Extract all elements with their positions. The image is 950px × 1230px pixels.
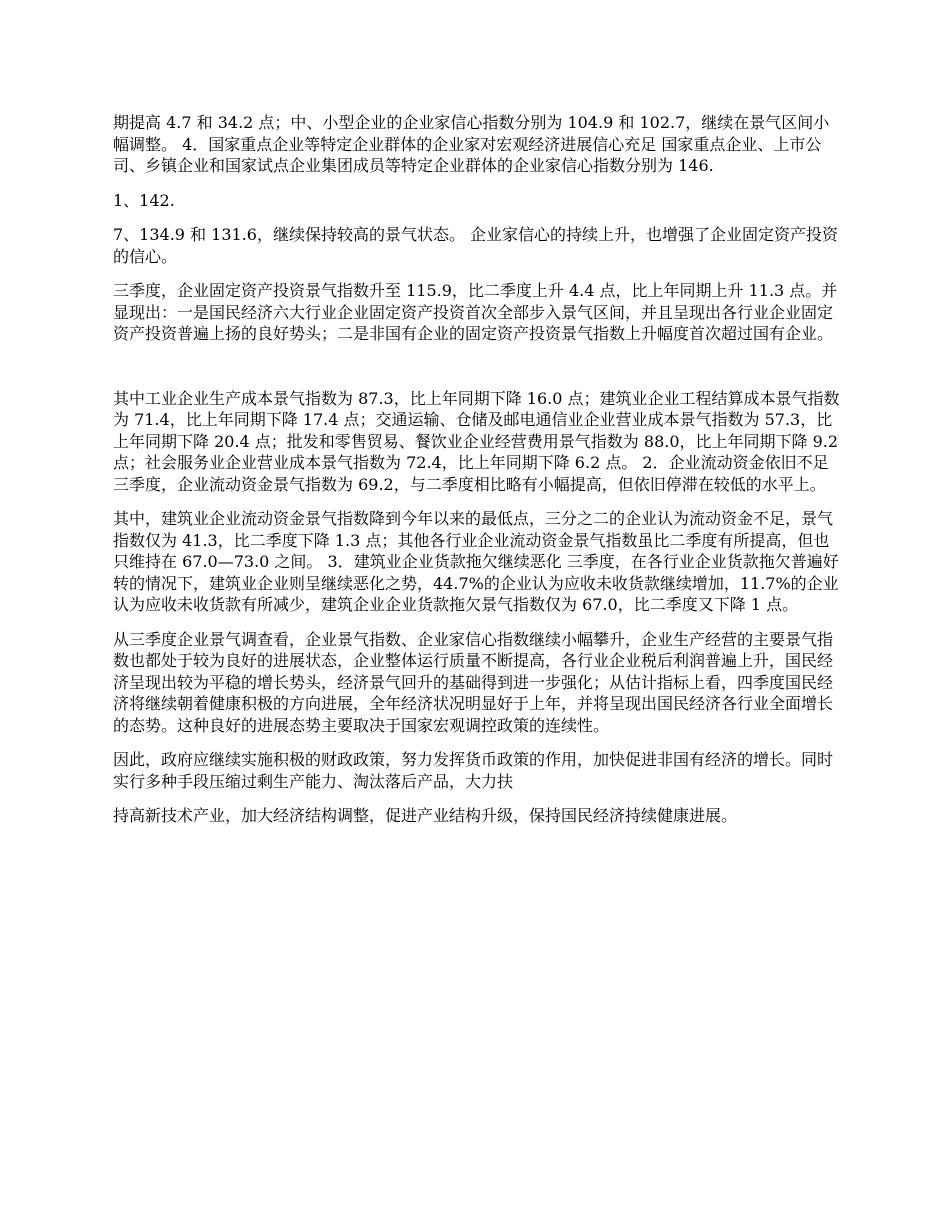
paragraph: 三季度，企业固定资产投资景气指数升至 115.9，比二季度上升 4.4 点，比上年同期上升 11.3 点。并显现出：一是国民经济六大行业企业固定资产投资首次全部步入景气区间，并且呈现出各行业企业固定资产投资普遍上扬的良好势头；二是非国有企业的固定资产投资景气指数上升幅度首次超过国有企业。 [113,281,838,343]
document-body [113,112,843,840]
paragraph: 1、142. [113,190,175,210]
paragraph: 其中，建筑业企业流动资金景气指数降到今年以来的最低点，三分之二的企业认为流动资金不足，景气指数仅为 41.3，比二季度下降 1.3 点；其他各行业企业流动资金景气指数虽比二季度有所提高，但也只维持在 67.0—73.0 之间。 3．建筑业企业货款拖欠继续恶化 三季度，在各行业企业货款拖欠普遍好转的情况下，建筑业企业则呈继续恶化之势，44.7%的企业认为应收未收货款继续增加，11.7%的企业认为应收未收货款有所减少，建筑企业企业货款拖欠景气指数仅为 67.0，比二季度又下降 1 点。 [113,509,839,614]
paragraph: 期提高 4.7 和 34.2 点；中、小型企业的企业家信心指数分别为 104.9 和 102.7，继续在景气区间小幅调整。 4．国家重点企业等特定企业群体的企业家对宏观经济进展信心充足 国家重点企业、上市公司、乡镇企业和国家试点企业集团成员等特定企业群体的企业家信心指数分别为 146. [113,113,830,175]
paragraph: 持高新技术产业，加大经济结构调整，促进产业结构升级，保持国民经济持续健康进展。 [113,806,738,825]
paragraph: 因此，政府应继续实施积极的财政政策，努力发挥货币政策的作用，加快促进非国有经济的增长。同时实行多种手段压缩过剩生产能力、淘汰落后产品，大力扶 [113,750,834,791]
section-gap [113,358,843,388]
paragraph: 从三季度企业景气调查看，企业景气指数、企业家信心指数继续小幅攀升，企业生产经营的主要景气指数也都处于较为良好的进展状态，企业整体运行质量不断提高，各行业企业税后利润普遍上升，国民经济呈现出较为平稳的增长势头，经济景气回升的基础得到进一步强化；从估计指标上看，四季度国民经济将继续朝着健康积极的方向进展，全年经济状况明显好于上年，并将呈现出国民经济各行业全面增长的态势。这种良好的进展态势主要取决于国家宏观调控政策的连续性。 [113,629,834,735]
paragraph: 其中工业企业生产成本景气指数为 87.3，比上年同期下降 16.0 点；建筑业企业工程结算成本景气指数为 71.4，比上年同期下降 17.4 点；交通运输、仓储及邮电通信业企业营业成本景气指数为 57.3，比上年同期下降 20.4 点；批发和零售贸易、餐饮业企业经营费用景气指数为 88.0，比上年同期下降 9.2 点；社会服务业企业营业成本景气指数为 72.4，比上年同期下降 6.2 点。 2．企业流动资金依旧不足 三季度，企业流动资金景气指数为 69.2，与二季度相比略有小幅提高，但依旧停滞在较低的水平上。 [113,388,840,494]
paragraph: 7、134.9 和 131.6，继续保持较高的景气状态。 企业家信心的持续上升，也增强了企业固定资产投资的信心。 [113,225,839,266]
